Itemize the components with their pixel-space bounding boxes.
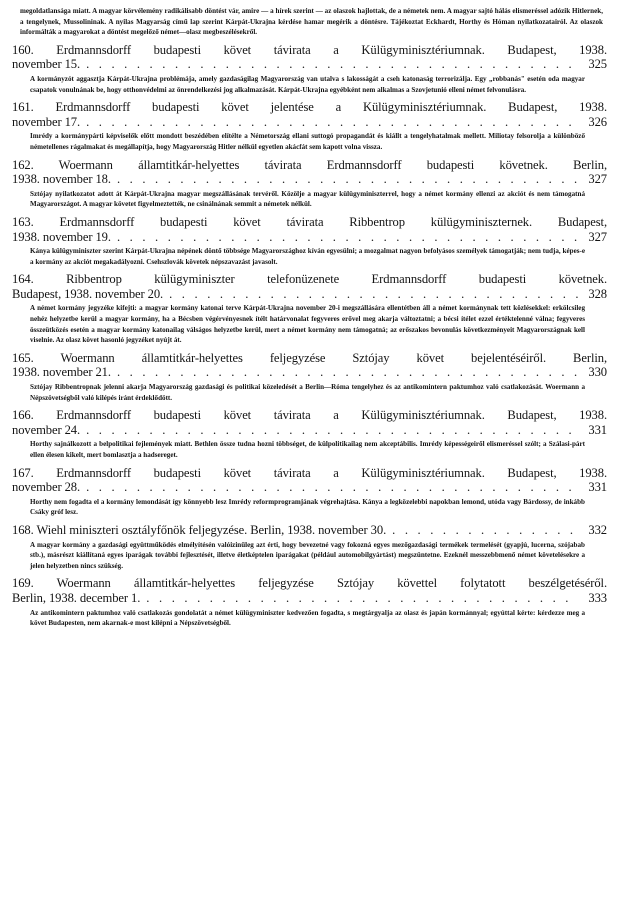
entry-abstract: Az antikomintern paktumhoz való csatlakozás gondolatát a német külügyminiszter kedvezően fogadta, s megtárgyalja az olasz és japán kormánnyal; egyúttal kérte: kérdezze meg a követ Budapesten, nem akarnak-e most kilépni a Népszövetségből. — [30, 608, 585, 628]
dot-leader — [140, 591, 578, 606]
entry-title-line: november 24. — [12, 422, 81, 437]
entry-title-line: 162. Woermann államtitkár-helyettes távirata Erdmannsdorff budapesti követnek. Berlin, — [12, 157, 607, 172]
entry-title-line: 166. Erdmannsdorff budapesti követ távirata a Külügyminisztériumnak. Budapest, 1938. — [12, 408, 607, 423]
document-entry — [12, 466, 607, 518]
document-entry — [12, 158, 607, 210]
dot-leader — [111, 172, 578, 187]
document-entry — [12, 215, 607, 267]
dot-leader — [80, 115, 578, 130]
entry-title-line: 165. Woermann államtitkár-helyettes feljegyzése Sztójay követ bejelentéséiről. Berlin, — [12, 350, 607, 365]
entry-title-line: 1938. november 21. — [12, 365, 111, 380]
entry-abstract: A kormányzót aggasztja Kárpát-Ukrajna problémája, amely gazdaságilag Magyarország van utalva s lakosságát a cseh katonaság terrorizálja. Egy „robbanás" esetén oda magyar csapatok vonulnának be, hogy otthonvédelmi az önrendelkezési jog alkalmazását. Kárpát-Ukrajna egyébként nem alkalmas a Szovjetunió elleni német felvonulásra. — [30, 74, 585, 94]
entry-list — [12, 43, 607, 629]
entry-title-last-line — [12, 523, 607, 538]
entry-title-last-line — [12, 423, 607, 438]
entry-title — [12, 100, 607, 129]
page-number: 325 — [588, 57, 607, 72]
page-number: 332 — [588, 522, 607, 537]
entry-title-line: 169. Woermann államtitkár-helyettes feljegyzése Sztójay követtel folytatott beszélgetéséről. — [12, 576, 607, 591]
entry-title-last-line — [12, 287, 607, 302]
entry-abstract: A magyar kormány a gazdasági együttműködés elmélyítésén valóizinűleg azt érti, hogy bevezetné vagy fokozná egyes mezőgazdasági termékek termelését (gyapjú, lucerna, szójabab stb.), másrészt kiállítaná egyes iparágak további fejlesztését, illetve életképtelen iparágakat (például automobilgyártást) megszüntetne. Ezeknél messzebbmenő német követelésekre a jelen helyzetben nincs szükség. — [30, 540, 585, 570]
entry-title-last-line — [12, 230, 607, 245]
document-entry — [12, 523, 607, 571]
page-number: 333 — [588, 590, 607, 605]
entry-abstract: Imrédy a kormánypárti képviselők előtt mondott beszédében elítélte a Németország ellani suttogó propagandát és kiállt a tengelyhatalmak mellett. Miliotay felsorolja a különböző németellenes rágalmakat és megállapítja, hogy Magyarország Hitler nélkül egyetlen akácfát sem kapott volna vissza. — [30, 132, 585, 151]
dot-leader — [111, 365, 578, 380]
entry-title-line: 161. Erdmannsdorff budapesti követ jelentése a Külügyminisztériumnak. Budapest, 1938. — [12, 100, 607, 115]
entry-title-last-line — [12, 115, 607, 130]
entry-title-line: 167. Erdmannsdorff budapesti követ távirata a Külügyminisztériumnak. Budapest, 1938. — [12, 465, 607, 480]
entry-title-last-line — [12, 57, 607, 72]
entry-abstract: Sztójay nyilatkozatot adott át Kárpát-Ukrajna magyar megszállásának tervéről. Közölje a magyar külügyminiszterrel, hogy a német kormány ellenzi az akciót és nem támogatná Magyarországot. A magyar követet figyelmeztették, ne csinálnának semmit a németek nélkül. — [30, 189, 585, 209]
dot-leader — [386, 523, 578, 538]
entry-title — [12, 576, 607, 605]
page-number: 327 — [588, 229, 607, 244]
entry-title — [12, 466, 607, 495]
entry-title — [12, 272, 607, 301]
entry-title-line: 164. Ribbentrop külügyminiszter telefonüzenete Erdmannsdorff budapesti követnek. — [12, 272, 607, 287]
entry-title — [12, 43, 607, 72]
dot-leader — [80, 423, 578, 438]
dot-leader — [80, 57, 578, 72]
entry-title-line: november 17. — [12, 114, 81, 129]
document-entry — [12, 100, 607, 152]
entry-title-last-line — [12, 591, 607, 606]
page-number: 331 — [588, 480, 607, 495]
entry-title-line: 168. Wiehl miniszteri osztályfőnök feljegyzése. Berlin, 1938. november 30. — [12, 522, 387, 537]
document-entry — [12, 576, 607, 628]
page-number: 330 — [588, 365, 607, 380]
page-number: 326 — [588, 114, 607, 129]
dot-leader — [111, 230, 578, 245]
entry-title-line: 1938. november 18. — [12, 172, 111, 187]
entry-title — [12, 351, 607, 380]
entry-title-line: november 28. — [12, 480, 81, 495]
page-number: 331 — [588, 422, 607, 437]
entry-title — [12, 408, 607, 437]
entry-title — [12, 158, 607, 187]
entry-title-line: Berlin, 1938. december 1. — [12, 590, 141, 605]
entry-title-line: 160. Erdmannsdorff budapesti követ távirata a Külügyminisztériumnak. Budapest, 1938. — [12, 42, 607, 57]
entry-abstract: A német kormány jegyzéke kifejti: a magyar kormány katonai terve Kárpát-Ukrajna november 20-i megszállására ellentétben áll a német kormánynak tett közlésekkel: erkölcsileg nehéz helyzetbe kerül a magyar kormány, ha a Bécsben végérvényesnek ítélt határvonalat fegyveres erővel meg akarja változtatni; a bécsi ítélet ezzel értéktelenné válna; fegyveres összeütközés esetén a magyar kormány katonailag válságos helyzetbe kerül, mert a német kormány nem támogatná; az erőszakos bevonulás következményeit Magyarországnak kell viselnie. Az olasz követ hasonló jegyzéket nyújt át. — [30, 304, 585, 345]
entry-title-last-line — [12, 480, 607, 495]
entry-title-line: 163. Erdmannsdorff budapesti követ távirata Ribbentrop külügyminiszternek. Budapest, — [12, 214, 607, 229]
entry-title — [12, 215, 607, 244]
entry-abstract: Kánya külügyminiszter szerint Kárpát-Ukrajna népének döntő többsége Magyarországhoz kíván egyesülni; a mozgalmat nagyon befolyásos személyek támogatják; nem tudja, képes-e a kormány az akciót megakadályozni. Csehszlovák követek népszavazást javasolt. — [30, 247, 585, 266]
document-entry — [12, 272, 607, 346]
dot-leader — [80, 480, 578, 495]
intro-paragraph: megoldatlansága miatt. A magyar körvélemény radikálisabb döntést vár, amire — a hírek szerint — az olaszok hajlottak, de a németek nem. A magyar sajtó hálás elismeréssel adózik Hitlernek, a tengelynek, Mussolininak. A nyilas Magyarság című lap szerint Kárpát-Ukrajna kérdése hamar megérik a döntésre. Tájékoztat Eckhardt, Horthy és Hóman nyilatkozatairól. Az olaszok informálták a magyarokat a döntést megelőző német—olasz megbeszélésekről. — [20, 7, 603, 37]
page-number: 327 — [588, 172, 607, 187]
dot-leader — [163, 287, 578, 302]
entry-abstract: Horthy sajnálkozott a belpolitikai fejlemények miatt. Bethlen össze tudna hozni többséget, de külpolitikailag nem akceptábilis. Imrédy képességeiről elismeréssel szólt; a Szálasi-párt ellen élesen kikelt, mert bomlasztja a hadsereget. — [30, 440, 585, 459]
entry-title-last-line — [12, 172, 607, 187]
entry-title-line: november 15. — [12, 57, 81, 72]
entry-abstract: Horthy nem fogadta el a kormány lemondását így könnyebb lesz Imrédy reformprogramjának végrehajtása. Kánya a legközelebbi napokban lemond, utóda vagy Bárdossy, de inkább Csáky gróf lesz. — [30, 497, 585, 517]
entry-title-line: Budapest, 1938. november 20. — [12, 286, 164, 301]
entry-title-line: 1938. november 19. — [12, 229, 111, 244]
entry-title — [12, 523, 607, 538]
document-page — [12, 6, 607, 629]
document-entry — [12, 351, 607, 403]
document-entry — [12, 43, 607, 95]
entry-title-last-line — [12, 365, 607, 380]
page-number: 328 — [588, 286, 607, 301]
document-entry — [12, 408, 607, 460]
entry-abstract: Sztójay Ribbentropnak jelenni akarja Magyarország gazdasági és politikai közeledését a Berlin—Róma tengelyhez és az antikomintern paktumhoz való csatlakozását. Woermann a Népszövetségből való kilépés iránt érdeklődött. — [30, 383, 585, 402]
